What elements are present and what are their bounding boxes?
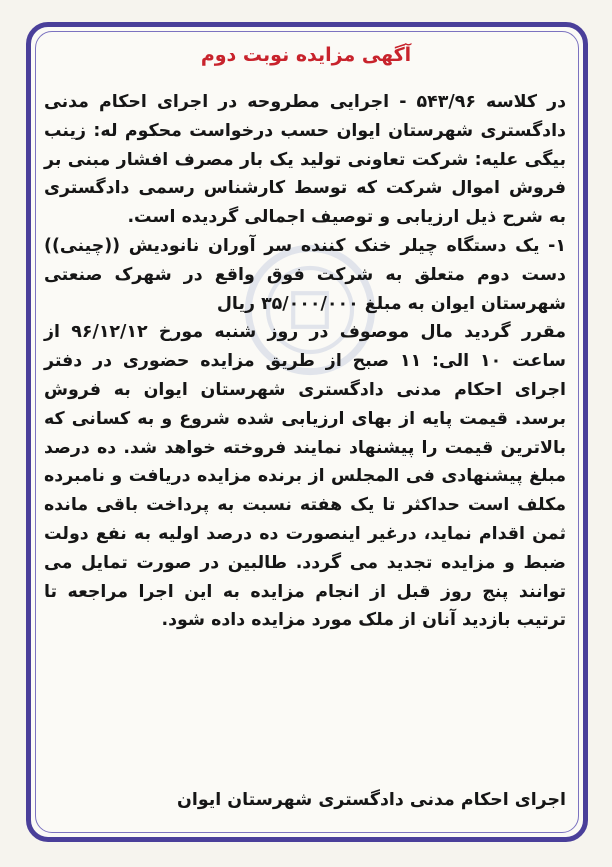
notice-paragraph-item-1: ۱- یک دستگاه چیلر خنک کننده سر آوران نانودیش ((چینی)) دست دوم متعلق به شرکت فوق واقع در شهرک صنعتی شهرستان ایوان به مبلغ ۳۵/۰۰۰/۰۰۰ ریال (44, 235, 566, 314)
notice-body (44, 88, 566, 635)
notice-signature: اجرای احکام مدنی دادگستری شهرستان ایوان (177, 790, 566, 810)
notice-title: آگهی مزایده نوبت دوم (200, 44, 412, 66)
notice-paragraph-intro: در کلاسه ۵۴۳/۹۶ - اجرایی مطروحه در اجرای احکام مدنی دادگستری شهرستان ایوان حسب درخواست محکوم له: زینب بیگی علیه: شرکت تعاونی تولید یک بار مصرف افشار مبنی بر فروش اموال شرکت که توسط کارشناس رسمی دادگستری به شرح ذیل ارزیابی و توصیف اجمالی گردیده است. (44, 92, 566, 228)
notice-paragraph-terms: مقرر گردید مال موصوف در روز شنبه مورخ ۹۶/۱۲/۱۲ از ساعت ۱۰ الی: ۱۱ صبح از طریق مزایده حضوری در دفتر اجرای احکام مدنی دادگستری شهرستان ایوان به فروش برسد. قیمت پایه از بهای ارزیابی شده شروع و به کسانی که بالاترین قیمت را پیشنهاد نمایند فروخته خواهد شد. ده درصد مبلغ پیشنهادی فی المجلس از برنده مزایده دریافت و نامبرده مکلف است حداکثر تا یک هفته نسبت به پرداخت باقی مانده ثمن اقدام نماید، درغیر اینصورت ده درصد اولیه به نفع دولت ضبط و مزایده تجدید می گردد. طالبین در صورت تمایل می توانند پنج روز قبل از انجام مزایده به این اجرا مراجعه تا ترتیب بازدید آنان از ملک مورد مزایده داده شود. (44, 322, 566, 631)
